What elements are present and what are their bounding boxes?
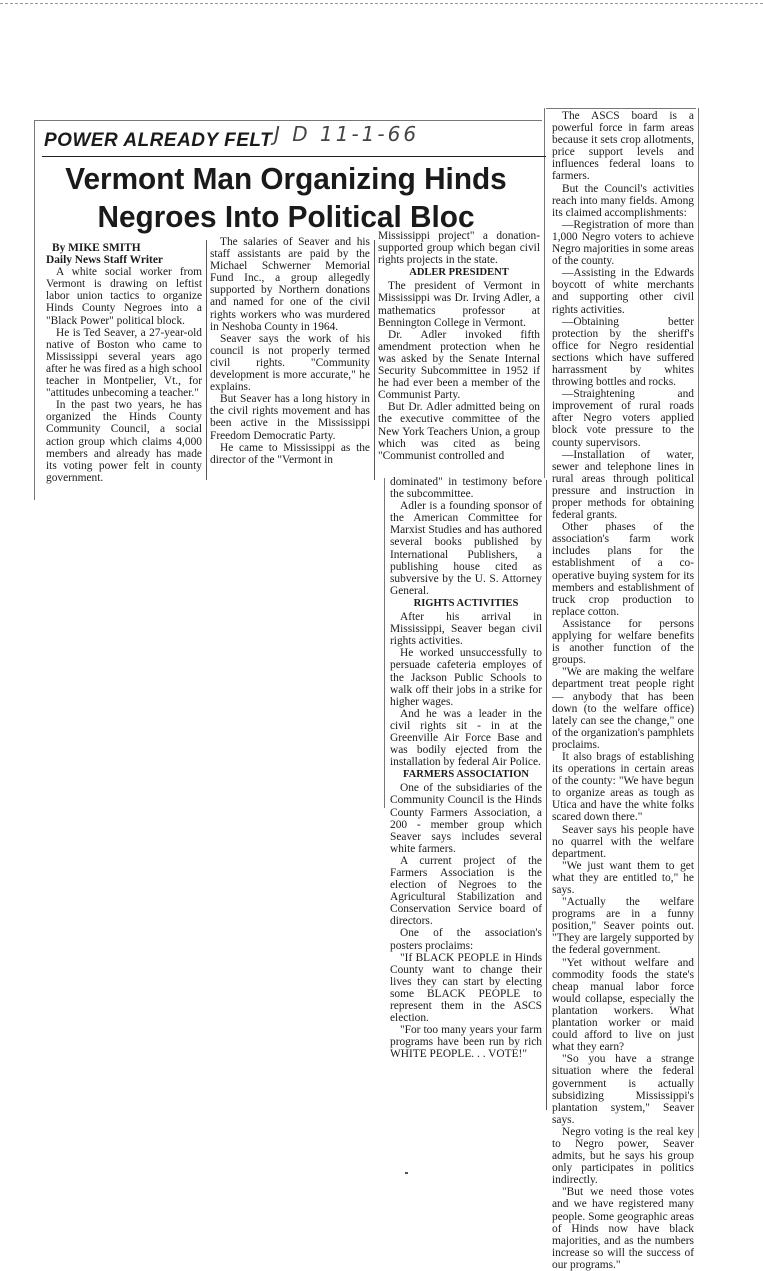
byline: By MIKE SMITH (52, 242, 141, 254)
paragraph: "We are making the welfare department treat people right — anybody that has been down (to the welfare office) lately can see the change," one of the organization's pamphlets proclaims. (552, 666, 694, 751)
paragraph: Seaver says his people have no quarrel with the welfare department. (552, 823, 694, 860)
newspaper-clipping (34, 100, 734, 1271)
paragraph: Dr. Adler invoked fifth amendment protection when he was asked by the Senate Internal Security Subcommittee in 1952 if he had ever been a member of the Communist Party. (378, 328, 540, 402)
paragraph: —Straightening and improvement of rural roads after Negro voters applied block vote pressure to the county supervisors. (552, 388, 694, 449)
paragraph: One of the subsidiaries of the Community Council is the Hinds County Farmers Association, a 200 - member group which Seaver says includes several white farmers. (390, 782, 542, 855)
page-top-dashed-border (0, 3, 763, 4)
paragraph: Other phases of the association's farm work includes plans for the establishment of a co-operative buying system for its members and establishment of truck crop production to replace cotton. (552, 521, 694, 618)
paragraph: "If BLACK PEOPLE in Hinds County want to change their lives they can start by electing some BLACK PEOPLE to represent them in the ASCS election. (390, 951, 542, 1025)
paragraph: And he was a leader in the civil rights sit - in at the Greenville Air Force Base and was bodily ejected from the installation by federal Air Police. (390, 707, 542, 769)
paragraph: "But we need those votes and we have registered many people. Some geographic areas of Hinds now have black majorities, and as the numbers increase so will the success of our programs." (552, 1186, 694, 1271)
article-column-5 (552, 110, 694, 1271)
paragraph: But Seaver has a long history in the civil rights movement and has been active in the Mississippi Freedom Democratic Party. (210, 393, 370, 442)
clip-edge-mid (384, 478, 385, 808)
paragraph: Adler is a founding sponsor of the American Committee for Marxist Studies and has authored several books published by International Publishers, a publishing house cited as subversive by the U. S. Attorney General. (390, 500, 542, 597)
subheading-farmers-association: FARMERS ASSOCIATION (403, 769, 529, 781)
paragraph: —Assisting in the Edwards boycott of white merchants and supporting other civil rights activities. (552, 267, 694, 316)
paragraph: But the Council's activities reach into many fields. Among its claimed accomplishments: (552, 182, 694, 219)
scan-speck (405, 1172, 408, 1174)
paragraph: "So you have a strange situation where the federal government is actually subsidizing Mississippi's plantation system," Seaver says. (552, 1053, 694, 1126)
paragraph: A white social worker from Vermont is drawing on leftist labor union tactics to organize Hinds County Negroes into a "Black Power" political block. (46, 266, 202, 327)
paragraph: —Installation of water, sewer and telephone lines in rural areas through political pressure and instruction in proper methods for obtaining federal grants. (552, 448, 694, 522)
byline-staff: Daily News Staff Writer (46, 254, 163, 267)
paragraph: The ASCS board is a powerful force in farm areas because it sets crop allotments, price support levels and influences federal loans to farmers. (552, 110, 694, 183)
handwritten-date: J D 11-1-66 (274, 122, 420, 146)
paragraph: dominated" in testimony before the subcommittee. (390, 476, 542, 501)
column-divider (546, 480, 547, 1110)
article-column-1 (46, 242, 202, 484)
clip-edge-left (34, 120, 35, 500)
paragraph: —Registration of more than 1,000 Negro voters to achieve Negro majorities in some areas of the county. (552, 218, 694, 268)
paragraph: "Actually the welfare programs are in a funny position," Seaver points out. "They are largely supported by the federal government. (552, 896, 694, 957)
kicker-heading: POWER ALREADY FELT (44, 130, 273, 151)
paragraph: After his arrival in Mississippi, Seaver began civil rights activities. (390, 611, 542, 648)
paragraph: He worked unsuccessfully to persuade cafeteria employes of the Jackson Public Schools to walk off their jobs in a strike for higher wages. (390, 647, 542, 708)
article-column-2 (210, 236, 370, 466)
paragraph: Assistance for persons applying for welfare benefits is another function of the groups. (552, 617, 694, 667)
paragraph: —Obtaining better protection by the sheriff's office for Negro residential sections which have suffered harrassment by whites throwing bottles and rocks. (552, 315, 694, 389)
column-divider (206, 240, 207, 480)
clip-edge-top (34, 120, 542, 121)
paragraph: A current project of the Farmers Association is the election of Negroes to the Agricultural Stabilization and Conservation Service board of directors. (390, 854, 542, 928)
paragraph: He came to Mississippi as the director of the "Vermont in (210, 441, 370, 466)
paragraph: Mississippi project" a donation-supported group which began civil rights projects in the state. (378, 230, 540, 267)
paragraph: Seaver says the work of his council is not properly termed civil rights. "Community development is more accurate," he explains. (210, 332, 370, 394)
article-column-4 (390, 476, 542, 1061)
subheading-rights-activities: RIGHTS ACTIVITIES (413, 597, 519, 609)
subheading-adler-president: ADLER PRESIDENT (409, 267, 509, 279)
paragraph: One of the association's posters proclaims: (390, 927, 542, 952)
kicker-rule (42, 156, 546, 157)
column-divider (374, 240, 375, 480)
article-column-3 (378, 230, 540, 462)
paragraph: In the past two years, he has organized the Hinds County Community Council, a social action group which claims 4,000 members and already has made its voting power felt in county government. (46, 399, 202, 484)
clip-edge-right-upper (544, 108, 545, 478)
paragraph: Negro voting is the real key to Negro power, Seaver admits, but he says his group only participates in politics indirectly. (552, 1125, 694, 1187)
paragraph: He is Ted Seaver, a 27-year-old native of Boston who came to Mississippi several years ago after he was fired as a high school teacher in Montpelier, Vt., for "attitudes unbecoming a teacher." (46, 326, 202, 400)
clip-edge-top-right (546, 108, 696, 109)
paragraph: "Yet without welfare and commodity foods the state's cheap manual labor force would collapse, especially the plantation workers. What plantation worker or maid could afford to live on just what they earn? (552, 956, 694, 1054)
clip-edge-right (698, 108, 699, 1138)
paragraph: "We just want them to get what they are entitled to," he says. (552, 859, 694, 896)
paragraph: "For too many years your farm programs have been run by rich WHITE PEOPLE. . . VOTE!" (390, 1024, 542, 1061)
paragraph: It also brags of establishing its operations in certain areas of the county: "We have begun to organize areas as tough as Utica and have the white folks scared down there." (552, 750, 694, 824)
paragraph: But Dr. Adler admitted being on the executive committee of the New York Teachers Union, a group which was cited as being "Communist controlled and (378, 401, 540, 462)
paragraph: The president of Vermont in Mississippi was Dr. Irving Adler, a mathematics professor at Bennington College in Vermont. (378, 280, 540, 329)
paragraph: The salaries of Seaver and his staff assistants are paid by the Michael Schwerner Memorial Fund Inc., a group allegedly supported by Northern donations and named for one of the civil rights workers who was murdered in Neshoba County in 1964. (210, 236, 370, 333)
headline: Vermont Man Organizing Hinds Negroes Into Political Bloc (65, 161, 507, 234)
